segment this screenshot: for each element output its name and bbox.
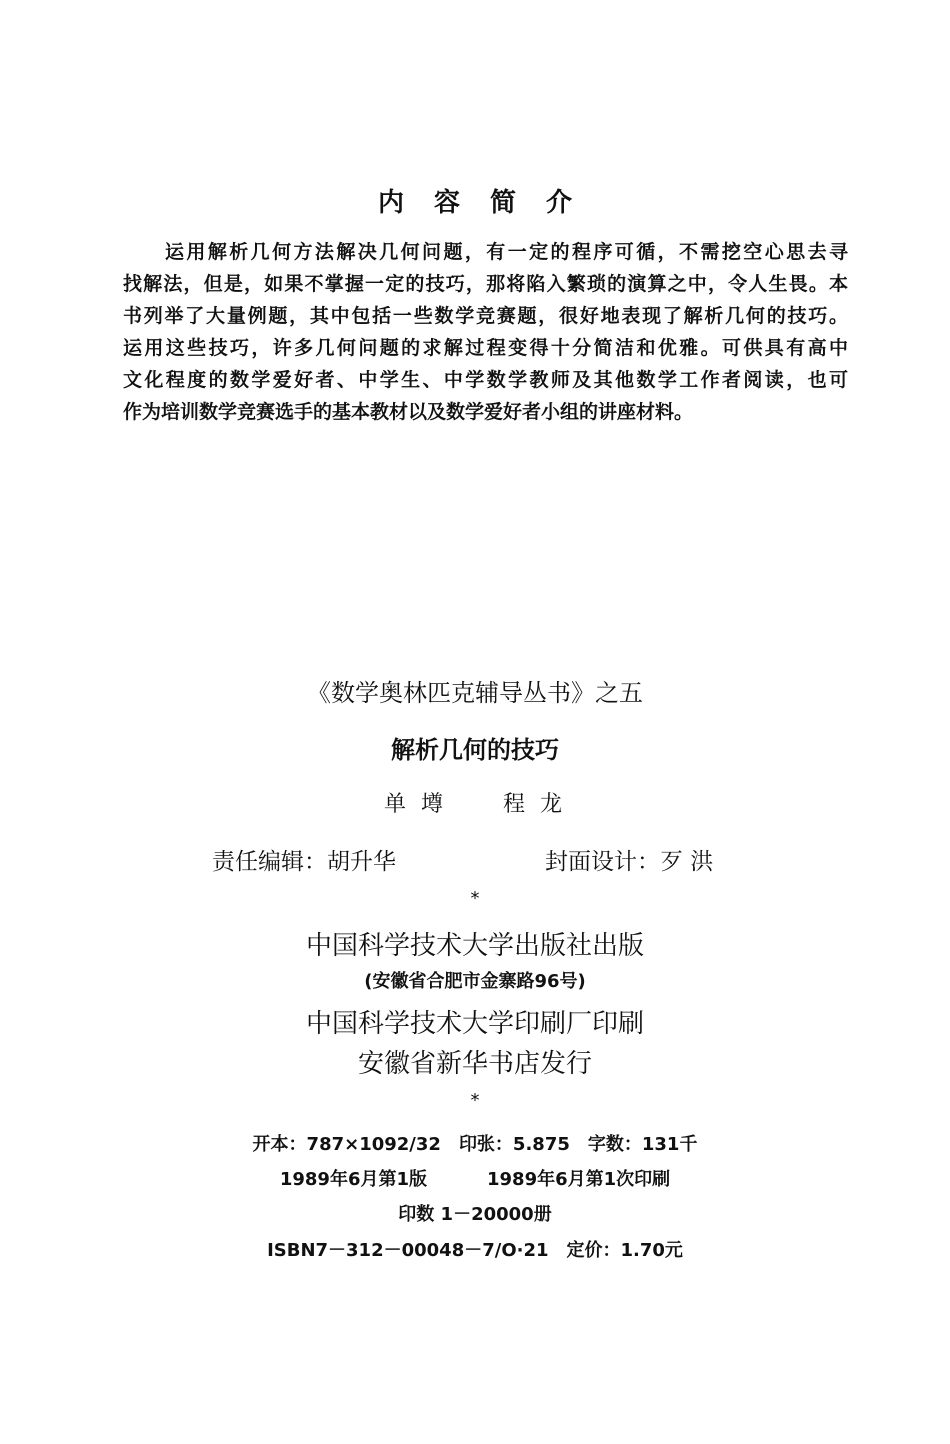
authors xyxy=(0,787,950,818)
summary-line: 运用这些技巧，许多几何问题的求解过程变得十分简洁和优雅。可供具有高中 xyxy=(123,337,848,359)
edition-info xyxy=(0,1165,950,1191)
publisher: 中国科学技术大学出版社出版 xyxy=(305,931,644,961)
responsible-editor xyxy=(212,843,396,876)
series-name: 《数学奥林匹克辅导丛书》之五 xyxy=(307,679,643,707)
word-count: 字数：131千 xyxy=(587,1134,698,1155)
edition: 1989年6月第1版 xyxy=(279,1169,427,1190)
book-title: 解析几何的技巧 xyxy=(391,736,559,764)
summary-line: 运用解析几何方法解决几何问题，有一定的程序可循，不需挖空心思去寻 xyxy=(165,241,848,263)
format: 开本：787×1092/32 xyxy=(252,1134,441,1155)
price: 定价：1.70元 xyxy=(566,1240,683,1261)
summary-line: 文化程度的数学爱好者、中学生、中学数学教师及其他数学工作者阅读，也可 xyxy=(123,369,848,391)
author-name: 程 龙 xyxy=(503,792,566,817)
summary-title: 内容简介 xyxy=(377,188,602,218)
sheets: 印张：5.875 xyxy=(458,1134,570,1155)
summary-body xyxy=(123,236,848,428)
printer: 中国科学技术大学印刷厂印刷 xyxy=(305,1009,644,1039)
isbn-price xyxy=(0,1236,950,1262)
print-run: 印数 1－20000册 xyxy=(398,1204,552,1225)
isbn: ISBN7－312－00048－7/O·21 xyxy=(267,1240,549,1261)
separator-star: * xyxy=(470,1090,480,1111)
separator-star: * xyxy=(470,888,480,909)
printing: 1989年6月第1次印刷 xyxy=(487,1169,671,1190)
editor-label: 责任编辑： xyxy=(212,849,327,875)
designer-name: 歹 洪 xyxy=(660,849,714,875)
author-name: 单 墫 xyxy=(384,792,447,817)
editor-name: 胡升华 xyxy=(327,849,396,875)
cover-designer xyxy=(545,843,713,876)
summary-line: 找解法，但是，如果不掌握一定的技巧，那将陷入繁琐的演算之中，令人生畏。本 xyxy=(123,273,848,295)
publisher-address: (安徽省合肥市金寨路96号) xyxy=(364,971,586,992)
designer-label: 封面设计： xyxy=(545,849,660,875)
format-specs xyxy=(0,1130,950,1156)
summary-line: 作为培训数学竞赛选手的基本教材以及数学爱好者小组的讲座材料。 xyxy=(123,401,694,423)
distributor: 安徽省新华书店发行 xyxy=(357,1049,592,1079)
summary-line: 书列举了大量例题，其中包括一些数学竞赛题，很好地表现了解析几何的技巧。 xyxy=(123,305,848,327)
